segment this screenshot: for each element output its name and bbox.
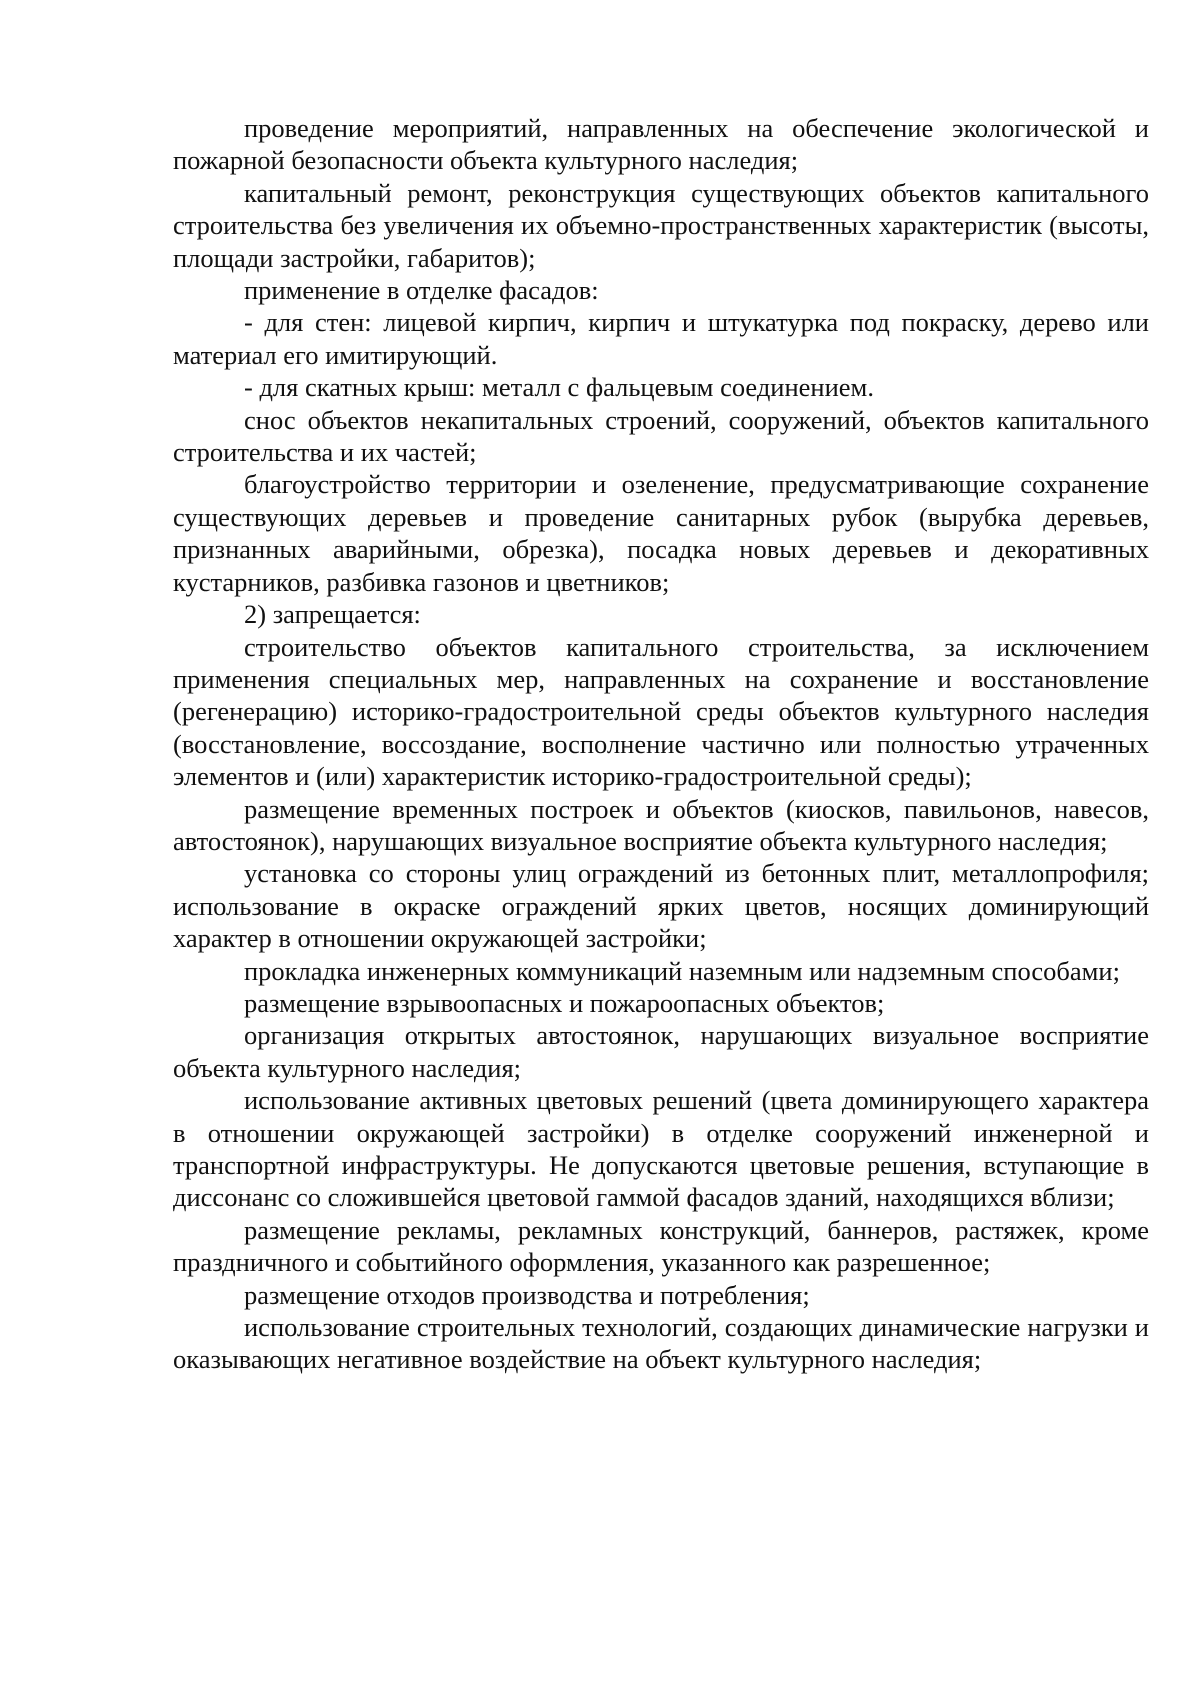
paragraph-landscaping: благоустройство территории и озеленение, предусматривающие сохранение существующих деревьев и проведение санитарных рубок (вырубка деревьев, признанных аварийными, обрезка), посадка новых деревьев и декоративных кустарников, разбивка газонов и цветников;	[173, 469, 1149, 597]
paragraph-advertising: размещение рекламы, рекламных конструкций, баннеров, растяжек, кроме праздничного и событийного оформления, указанного как разрешенное;	[173, 1214, 1149, 1278]
paragraph-capital-repair: капитальный ремонт, реконструкция существующих объектов капитального строительства без увеличения их объемно-пространственных характеристик (высоты, площади застройки, габаритов);	[173, 177, 1149, 273]
paragraph-waste: размещение отходов производства и потребления;	[244, 1279, 810, 1310]
paragraph-color-solutions: использование активных цветовых решений (цвета доминирующего характера в отношении окружающей застройки) в отделке сооружений инженерной и транспортной инфраструктуры. Не допускаются цветовые решения, вступающие в диссонанс со сложившейся цветовой гаммой фасадов зданий, находящихся вблизи;	[173, 1085, 1149, 1213]
paragraph-roofs: - для скатных крыш: металл с фальцевым соединением.	[244, 372, 874, 403]
paragraph-parking: организация открытых автостоянок, нарушающих визуальное восприятие объекта культурного наследия;	[173, 1020, 1149, 1083]
paragraph-construction-technologies: использование строительных технологий, создающих динамические нагрузки и оказывающих негативное воздействие на объект культурного наследия;	[173, 1312, 1149, 1375]
paragraph-ecological-safety: проведение мероприятий, направленных на обеспечение экологической и пожарной безопасности объекта культурного наследия;	[173, 113, 1149, 176]
paragraph-utilities: прокладка инженерных коммуникаций наземным или надземным способами;	[244, 955, 1120, 986]
paragraph-prohibited-heading: 2) запрещается:	[244, 599, 421, 630]
paragraph-construction: строительство объектов капитального строительства, за исключением применения специальных мер, направленных на сохранение и восстановление (регенерацию) историко-градостроительной среды объектов культурного наследия (восстановление, воссоздание, восполнение частично или полностью утраченных элементов и (или) характеристик историко-градостроительной среды);	[173, 631, 1149, 792]
paragraph-walls: - для стен: лицевой кирпич, кирпич и штукатурка под покраску, дерево или материал его имитирующий.	[173, 307, 1149, 370]
paragraph-fences: установка со стороны улиц ограждений из бетонных плит, металлопрофиля; использование в окраске ограждений ярких цветов, носящих доминирующий характер в отношении окружающей застройки;	[173, 858, 1149, 954]
paragraph-demolition: снос объектов некапитальных строений, сооружений, объектов капитального строительства и их частей;	[173, 404, 1149, 468]
paragraph-hazardous-objects: размещение взрывоопасных и пожароопасных объектов;	[244, 987, 885, 1018]
paragraph-temporary-buildings: размещение временных построек и объектов (киосков, павильонов, навесов, автостоянок), нарушающих визуальное восприятие объекта культурного наследия;	[173, 793, 1149, 856]
document-page	[173, 112, 1149, 1376]
paragraph-facade-finishing: применение в отделке фасадов:	[244, 275, 599, 306]
